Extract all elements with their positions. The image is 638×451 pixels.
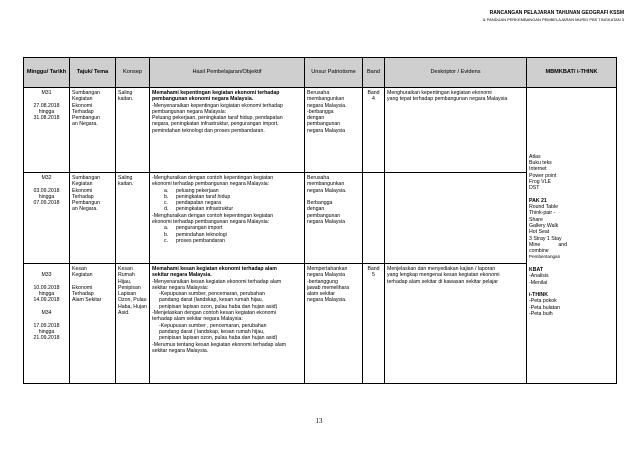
date-to: 07.09.2018 <box>33 200 60 207</box>
patriotisme-line: Berusaha <box>307 175 330 181</box>
date-to: 21.09.2018 <box>33 335 60 342</box>
pak21-item: Mine and <box>529 241 567 248</box>
patriotisme-line: Mempertahankan <box>307 266 348 272</box>
konsep-line: Saling <box>118 175 133 181</box>
patriotisme-line: pembangunan <box>307 212 341 219</box>
patriotisme-line: dengan <box>307 115 325 122</box>
konsep-cell <box>116 173 150 264</box>
patriotisme-cell <box>305 88 363 173</box>
mbmk-item: DST <box>529 185 540 192</box>
deskriptor-line: yang tepat terhadap pembangunan negara Malaysia <box>387 96 508 103</box>
objektif-line: ekonomi terhadap pembangunan negara Malaysia: <box>152 219 270 226</box>
band-label: Band <box>367 90 380 96</box>
konsep-line: Ozon, Pulau <box>118 297 147 304</box>
list-text: pengurangan import <box>176 225 223 232</box>
tajuk-cell <box>70 264 116 384</box>
patriotisme-line: negara Malaysia. <box>307 102 347 109</box>
hingga-label: hingga <box>38 328 55 335</box>
ithink-item: -Peta bulatan <box>529 304 560 311</box>
date-from: 03.09.2018 <box>33 187 60 194</box>
tajuk-line: Kesan <box>72 266 87 272</box>
deskriptor-line: Menghuraikan kepentingan kegiatan ekonomi <box>387 90 492 96</box>
date-from: 10.09.2018 <box>33 284 60 291</box>
band-label: Band <box>367 266 380 272</box>
patriotisme-line: -berbangga <box>307 108 334 115</box>
list-text: pemindahan teknologi <box>176 231 227 238</box>
mbmk-item: Buku teks <box>529 159 552 166</box>
objektif-title: sekitar negara Malaysia. <box>152 272 212 279</box>
date-from: 17.09.2018 <box>33 322 60 329</box>
deskriptor-cell <box>385 173 527 264</box>
objektif-line: -Kepupusan sumber , pencemaran, perubahan <box>159 322 267 329</box>
hingga-label: hingga <box>38 291 55 298</box>
list-marker: a. <box>164 187 169 194</box>
table-header-row <box>24 58 617 88</box>
patriotisme-line: negara Malaysia <box>307 272 346 279</box>
ithink-item: -Peta buih <box>529 311 553 318</box>
lesson-plan-table <box>23 57 617 384</box>
objektif-line: -Menyenaraikan kepentingan kegiatan ekonomi terhadap <box>152 102 283 109</box>
objektif-line: ekonomi terhadap pembangunan negara Malaysia: <box>152 181 270 188</box>
hingga-label: hingga <box>38 108 55 115</box>
konsep-line: Haba, Hujan <box>118 303 147 310</box>
col-header-objektif: Hasil Pembelajaran/Objektif <box>150 58 305 88</box>
objektif-line: penipisan lapisan ozon, pulau haba dan hujan asid) <box>159 335 278 342</box>
patriotisme-line: membangunkan <box>307 96 345 103</box>
objektif-list-item <box>152 238 302 244</box>
konsep-cell <box>116 88 150 173</box>
list-text: pendapatan negara <box>176 200 222 207</box>
konsep-cell <box>116 264 150 384</box>
col-header-mbmk: MBMKBAT/ i-THINK <box>527 58 617 88</box>
col-header-band: Band <box>363 58 385 88</box>
band-cell <box>363 264 385 384</box>
band-cell <box>363 173 385 264</box>
objektif-line: pembangunan negara Malaysia: <box>152 108 227 115</box>
patriotisme-line: Berusaha <box>307 90 330 96</box>
tajuk-line: Ekonomi <box>72 187 93 194</box>
konsep-line: Hijau, <box>118 278 132 285</box>
week-label: M34 <box>41 310 52 317</box>
patriotisme-line: negara Malaysia <box>307 127 346 134</box>
deskriptor-cell <box>385 88 527 173</box>
objektif-line: -Kepupusan sumber, pencemaran, perubahan <box>159 291 265 298</box>
pak21-item: Gallery Walk <box>529 222 559 229</box>
objektif-title: Memahami kepentingan kegiatan ekonomi terhadap <box>152 90 280 96</box>
hingga-label: hingga <box>38 193 55 200</box>
tajuk-line: an Negara. <box>72 121 98 128</box>
tajuk-line: Ekonomi <box>72 284 93 291</box>
pak21-item: Share <box>529 216 543 223</box>
ithink-title: i-THINK <box>529 292 549 299</box>
objektif-line: penipisan lapisan ozon, pulau haba dan hujan asid) <box>159 303 278 310</box>
objektif-line: negara, peningkatan infrastruktur, pengurangan import, <box>152 121 279 128</box>
objektif-line: -Menyenaraikan kesan kegiatan ekonomi terhadap alam <box>152 278 282 285</box>
col-header-konsep: Konsep <box>116 58 150 88</box>
tajuk-line: Kegiatan <box>72 272 93 279</box>
col-header-minggu: Minggu/ Tarikh <box>24 58 70 88</box>
mbmk-cell <box>527 88 617 384</box>
patriotisme-line: negara Malaysia <box>307 219 346 226</box>
pembentangan-label: Pembentangan <box>529 254 561 260</box>
kbat-item: -Analisis <box>529 273 549 280</box>
objektif-title: Memahami kesan kegiatan ekonomi terhadap alam <box>152 266 277 272</box>
objektif-line: pemindahan teknologi dan proses pembandaran. <box>152 127 265 134</box>
date-from: 27.08.2018 <box>33 102 60 109</box>
konsep-line: Rumah <box>118 272 135 279</box>
document-subtitle: & PANDUAN PERKEMBANGAN PEMBELAJARAN MURID PBS TINGKATAN 3 <box>482 17 624 22</box>
list-text: peluang pekerjaan <box>176 187 219 194</box>
patriotisme-line: pembangunan <box>307 121 341 128</box>
col-header-deskriptor: Deskriptor / Evidens <box>385 58 527 88</box>
week-label: M33 <box>41 272 52 279</box>
band-value: 5 <box>372 272 375 279</box>
mbmk-item: Atlas <box>529 153 541 160</box>
patriotisme-line: jawab memelihara <box>307 284 350 291</box>
objektif-cell <box>150 173 305 264</box>
mbmk-item: Frog VLE <box>529 178 551 185</box>
col-header-patriotisme: Unsur Patriotisme <box>305 58 363 88</box>
mbmk-item: Internet <box>529 166 547 173</box>
list-marker: c. <box>164 200 169 207</box>
pak21-item: 3 Stray 1 Stay <box>529 235 562 242</box>
konsep-line: Penipisan <box>118 284 141 291</box>
objektif-line: -Merumus tentang kesan kegiatan ekonomi terhadap alam <box>152 341 287 348</box>
objektif-title: pembangunan ekonomi negara Malaysia. <box>152 96 254 103</box>
document-title: RANCANGAN PELAJARAN TAHUNAN GEOGRAFI KSSM <box>489 10 624 16</box>
date-to: 14.09.2018 <box>33 297 60 304</box>
deskriptor-cell <box>385 264 527 384</box>
tajuk-line: Sumbangan <box>72 90 100 96</box>
tajuk-line: an Negara. <box>72 206 98 213</box>
konsep-line: Kesan <box>118 266 133 272</box>
week-cell <box>24 264 70 384</box>
konsep-line: Asid. <box>118 310 130 317</box>
deskriptor-line: yang lengkap mengenai kesan kegiatan ekonomi <box>387 272 500 279</box>
list-marker: a. <box>164 225 169 232</box>
pak21-item: Think-pair - <box>529 210 556 217</box>
table-row <box>24 88 617 173</box>
patriotisme-line: negara Malaysia. <box>307 187 347 194</box>
tajuk-line: Terhadap <box>72 193 94 200</box>
list-marker: b. <box>164 231 169 238</box>
patriotisme-line: negara Malaysia. <box>307 297 347 304</box>
mbmk-item: Power point <box>529 172 557 179</box>
list-text: peningkatan infrastruktur <box>176 206 234 213</box>
objektif-line: -Menjelaskan dengan contoh kesan kegiatan ekonomi <box>152 310 277 317</box>
pak21-item: Round Table <box>529 204 559 211</box>
deskriptor-line: Menjelaskan dan menyediakan kajian / laporan <box>387 266 496 272</box>
list-text: peningkatan taraf hidup <box>176 193 231 200</box>
objektif-cell <box>150 88 305 173</box>
tajuk-line: Terhadap <box>72 291 94 298</box>
week-label: M32 <box>41 175 52 181</box>
list-text: proses pembandaran <box>176 237 226 244</box>
tajuk-cell <box>70 88 116 173</box>
konsep-line: kaitan. <box>118 96 134 103</box>
objektif-line: pandang darat (landskap, kesan rumah hijau, <box>159 297 264 304</box>
patriotisme-line: Berbangga <box>307 200 333 207</box>
objektif-line: -Menghuraikan dengan contoh kepentingan kegiatan <box>152 212 274 219</box>
list-marker: b. <box>164 193 169 200</box>
deskriptor-line: terhadap alam sekitar di kawasan sekitar pelajar <box>387 278 499 285</box>
tajuk-line: Terhadap <box>72 108 94 115</box>
objektif-line: -Menghuraikan dengan contoh kepentingan kegiatan <box>152 175 274 181</box>
patriotisme-line: -bertanggung <box>307 278 338 285</box>
week-cell <box>24 173 70 264</box>
pak21-title: PAK 21 <box>529 197 547 204</box>
tajuk-line: Kegiatan <box>72 181 93 188</box>
kbat-item: -Menilai <box>529 279 548 286</box>
objektif-cell <box>150 264 305 384</box>
tajuk-line: Pembangun <box>72 115 100 122</box>
objektif-line: terhadap alam sekitar negara Malaysia: <box>152 316 243 323</box>
patriotisme-line: membangunkan <box>307 181 345 188</box>
date-to: 31.08.2018 <box>33 115 60 122</box>
patriotisme-cell <box>305 264 363 384</box>
tajuk-line: Alam Sekitar <box>72 297 102 304</box>
week-cell <box>24 88 70 173</box>
patriotisme-cell <box>305 173 363 264</box>
objektif-line: sekitar negara Malaysia: <box>152 284 209 291</box>
konsep-line: Saling <box>118 90 133 96</box>
tajuk-line: Pembangun <box>72 200 100 207</box>
kbat-title: KBAT <box>529 266 544 273</box>
objektif-list-item <box>152 206 302 212</box>
ithink-item: -Peta pokok <box>529 298 557 305</box>
list-marker: c. <box>164 237 169 244</box>
tajuk-line: Ekonomi <box>72 102 93 109</box>
pak21-item: combine <box>529 248 549 255</box>
patriotisme-line: dengan <box>307 206 325 213</box>
page-number: 13 <box>315 417 323 425</box>
list-marker: d. <box>164 206 169 213</box>
week-label: M31 <box>41 90 52 96</box>
konsep-line: Lapisan <box>118 291 137 298</box>
tajuk-line: Sumbangan <box>72 175 100 181</box>
objektif-line: sekitar negara Malaysia. <box>152 347 209 354</box>
band-cell <box>363 88 385 173</box>
col-header-tajuk: Tajuk/ Tema <box>70 58 116 88</box>
band-value: 4 <box>372 96 375 103</box>
konsep-line: kaitan. <box>118 181 134 188</box>
objektif-line: Peluang pekerjaan, peningkatan taraf hidup, pendapatan <box>152 115 283 122</box>
pak21-item: Hot Seat <box>529 229 550 236</box>
tajuk-cell <box>70 173 116 264</box>
patriotisme-line: alam sekitar <box>307 291 335 298</box>
tajuk-line: Kegiatan <box>72 96 93 103</box>
objektif-line: pandang darat ( landskap, kesan rumah hijau, <box>159 328 265 335</box>
